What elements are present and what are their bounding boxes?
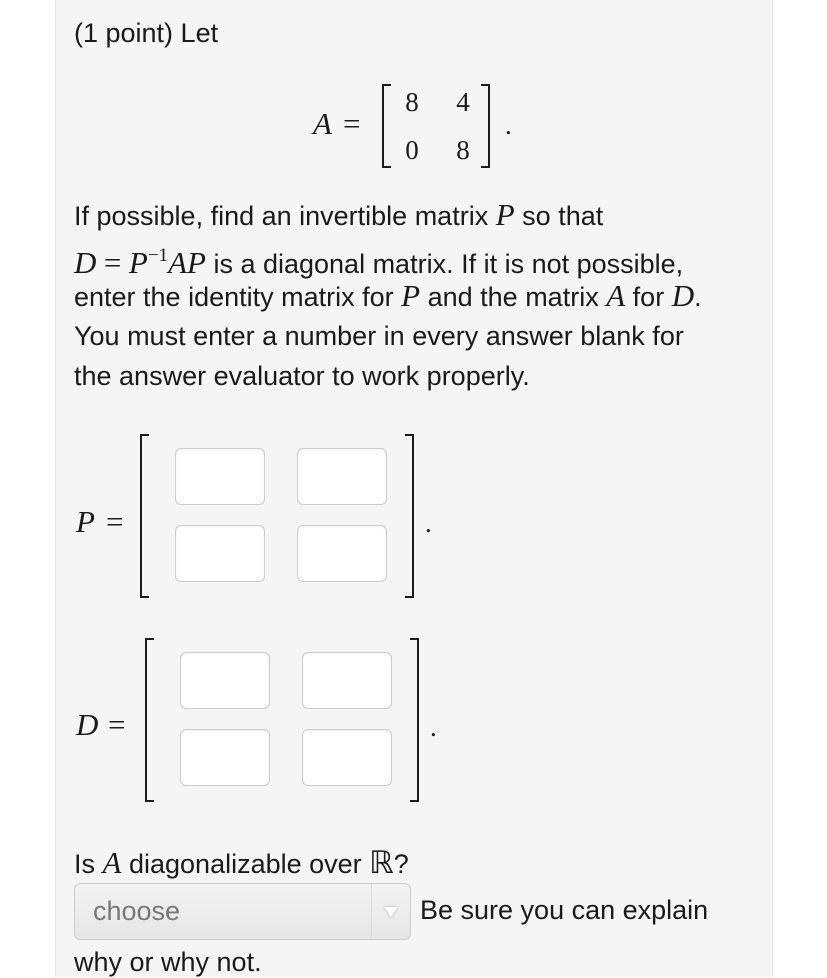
text: so that bbox=[522, 201, 604, 231]
answer-p-period: . bbox=[425, 508, 432, 538]
math-d: D bbox=[671, 278, 695, 313]
text: is a diagonal matrix. If it is not possible, bbox=[213, 249, 684, 279]
answer-p-cell-input[interactable] bbox=[175, 525, 265, 582]
text: Is bbox=[74, 849, 96, 879]
matrix-a-right-bracket bbox=[481, 84, 490, 168]
answer-d-cell-input[interactable] bbox=[302, 652, 392, 709]
paragraph-line-3 bbox=[74, 276, 702, 317]
matrix-a-cell: 0 bbox=[405, 135, 419, 165]
matrix-a-cell: 8 bbox=[405, 87, 419, 117]
diagonalizable-question bbox=[74, 843, 409, 884]
answer-p-cell-input[interactable] bbox=[297, 525, 387, 582]
text: and the matrix bbox=[427, 282, 599, 312]
text: If possible, find an invertible matrix bbox=[74, 201, 489, 231]
problem-header: (1 point) Let bbox=[74, 18, 219, 48]
hint-text-continued: why or why not. bbox=[74, 947, 262, 977]
paragraph-line-4: You must enter a number in every answer blank for bbox=[74, 321, 684, 351]
math-exponent: −1 bbox=[147, 245, 169, 266]
answer-p-label: P bbox=[76, 504, 95, 539]
math-d: D bbox=[74, 245, 97, 280]
answer-d-cell-input[interactable] bbox=[180, 652, 270, 709]
matrix-a-cell: 8 bbox=[456, 135, 470, 165]
chevron-down-icon[interactable] bbox=[371, 884, 410, 939]
math-equals: = bbox=[103, 245, 122, 280]
math-a: A bbox=[606, 278, 626, 313]
text: diagonalizable over bbox=[128, 849, 362, 879]
math-reals: ℝ bbox=[369, 845, 394, 880]
answer-d-cell-input[interactable] bbox=[302, 729, 392, 786]
answer-d-right-bracket bbox=[410, 638, 419, 802]
paragraph-line-5: the answer evaluator to work properly. bbox=[74, 361, 530, 391]
math-a: A bbox=[102, 845, 122, 880]
select-value: choose bbox=[93, 896, 181, 926]
answer-d-cell-input[interactable] bbox=[180, 729, 270, 786]
answer-p-cell-input[interactable] bbox=[297, 448, 387, 505]
answer-p-left-bracket bbox=[140, 434, 149, 598]
answer-d-left-bracket bbox=[145, 638, 154, 802]
matrix-a-equals: = bbox=[343, 106, 361, 141]
answer-p-right-bracket bbox=[405, 434, 414, 598]
text: ? bbox=[393, 849, 409, 879]
matrix-a-cell: 4 bbox=[456, 87, 470, 117]
answer-d-equals: = bbox=[108, 707, 126, 742]
text: enter the identity matrix for bbox=[74, 282, 394, 312]
math-ap: AP bbox=[168, 245, 206, 280]
answer-d-period: . bbox=[430, 712, 437, 742]
answer-p-equals: = bbox=[106, 504, 124, 539]
diagonalizable-select[interactable] bbox=[74, 883, 411, 940]
matrix-a-left-bracket bbox=[382, 84, 391, 168]
matrix-a-period: . bbox=[505, 110, 512, 140]
paragraph-line-1 bbox=[74, 195, 603, 236]
math-p: P bbox=[401, 278, 421, 313]
text: . bbox=[694, 282, 702, 312]
answer-p-cell-input[interactable] bbox=[175, 448, 265, 505]
math-p: P bbox=[495, 197, 515, 232]
text: for bbox=[632, 282, 665, 312]
matrix-a-label: A bbox=[313, 106, 332, 141]
hint-text: Be sure you can explain bbox=[420, 895, 709, 925]
math-p: P bbox=[128, 245, 148, 280]
answer-d-label: D bbox=[76, 707, 99, 742]
